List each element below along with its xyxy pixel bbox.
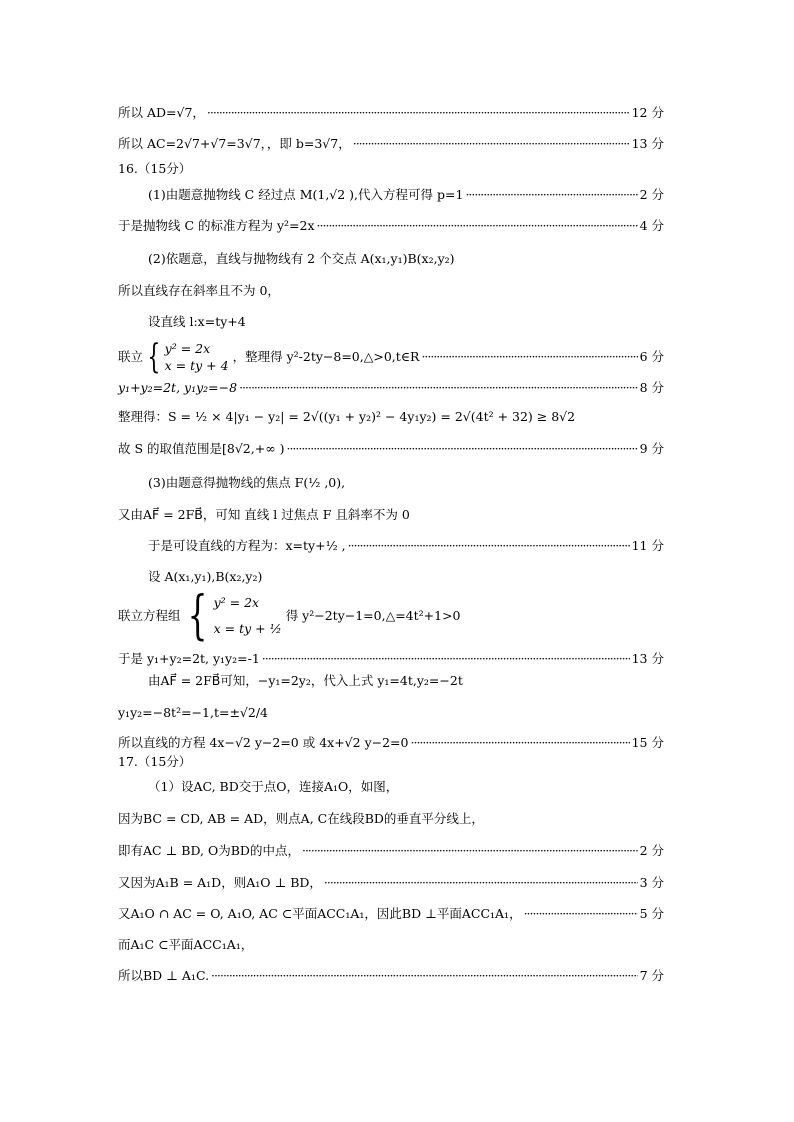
leader-dots <box>211 967 638 985</box>
solution-line: 由AF⃗ = 2FB⃗可知，−y₁=2y₂，代入上式 y₁=4t,y₂=−2t <box>148 673 463 688</box>
leader-dots <box>348 537 630 555</box>
line-text: 于是 y₁+y₂=2t, y₁y₂=-1 <box>118 651 260 666</box>
line-text: ，整理得 y²-2ty−8=0,△>0,t∈R <box>232 349 420 364</box>
score-label: 8 分 <box>639 380 664 395</box>
score-label: 13 分 <box>631 651 664 666</box>
solution-line <box>118 967 664 985</box>
score-label: 2 分 <box>639 843 664 858</box>
area-formula-line: 整理得：S = ½ × 4|y₁ − y₂| = 2√((y₁ + y₂)² − 4y₁y₂) = 2√(4t² + 32) ≥ 8√2 <box>118 409 576 424</box>
solution-line: 又由AF⃗ = 2FB⃗，可知 直线 l 过焦点 F 且斜率不为 0 <box>118 507 410 522</box>
score-label: 2 分 <box>639 187 664 202</box>
equation-row: y² = 2x <box>164 341 211 356</box>
score-label: 4 分 <box>639 218 664 233</box>
line-text: 所以 AD=√7， <box>118 105 205 120</box>
brace-icon: { <box>187 586 207 646</box>
leader-dots <box>317 217 638 235</box>
solution-line <box>148 537 664 555</box>
equation-system <box>181 586 282 646</box>
solution-line: （1）设AC, BD交于点O，连接A₁O，如图， <box>148 779 399 794</box>
score-label: 6 分 <box>639 349 664 364</box>
solution-line <box>118 217 664 235</box>
solution-line: 所以直线存在斜率且不为 0， <box>118 283 280 298</box>
solution-line <box>118 135 664 153</box>
leader-dots <box>421 348 637 366</box>
line-text: 得 y²−2ty−1=0,△=4t²+1>0 <box>285 608 461 623</box>
score-label: 13 分 <box>631 136 664 151</box>
system-equation-line <box>118 588 461 644</box>
leader-dots <box>524 905 638 923</box>
equation-system <box>143 337 229 377</box>
line-text: 所以直线的方程 4x−√2 y−2=0 或 4x+√2 y−2=0 <box>118 735 409 750</box>
leader-dots <box>411 734 630 752</box>
solution-line <box>118 842 664 860</box>
line-text: 又因为A₁B = A₁D，则A₁O ⊥ BD， <box>118 875 322 890</box>
solution-line: 设直线 l:x=ty+4 <box>148 314 246 329</box>
system-equation-line <box>118 337 664 377</box>
equation-row: x = ty + ½ <box>213 621 282 636</box>
solution-line: 而A₁C ⊂平面ACC₁A₁， <box>118 937 254 952</box>
score-label: 9 分 <box>639 441 664 456</box>
solution-line <box>118 905 664 923</box>
line-text: 联立 <box>118 349 144 364</box>
leader-dots <box>262 650 630 668</box>
score-label: 12 分 <box>631 105 664 120</box>
score-label: 15 分 <box>631 735 664 750</box>
leader-dots <box>239 379 638 397</box>
brace-icon: { <box>147 337 161 377</box>
solution-line <box>118 379 664 397</box>
line-text: 又A₁O ∩ AC = O, A₁O, AC ⊂平面ACC₁A₁，因此BD ⊥平面ACC₁A₁， <box>118 906 522 921</box>
line-text: 所以BD ⊥ A₁C. <box>118 968 210 983</box>
score-label: 11 分 <box>631 538 664 553</box>
equation-row: y² = 2x <box>213 595 260 610</box>
solution-line: y₁y₂=−8t²=−1,t=±√2/4 <box>118 705 269 720</box>
solution-line: (3)由题意得抛物线的焦点 F(½ ,0), <box>148 475 346 490</box>
line-text: 所以 AC=2√7+√7=3√7，，即 b=3√7， <box>118 136 351 151</box>
solution-line: (2)依题意，直线与抛物线有 2 个交点 A(x₁,y₁)B(x₂,y₂) <box>148 251 455 266</box>
score-label: 7 分 <box>639 968 664 983</box>
solution-line <box>118 104 664 122</box>
question-header-16: 16.（15分） <box>118 161 192 176</box>
solution-line <box>118 874 664 892</box>
line-text: 即有AC ⊥ BD, O为BD的中点， <box>118 843 300 858</box>
line-text: 故 S 的取值范围是[8√2,+∞ ) <box>118 441 285 456</box>
score-label: 3 分 <box>639 875 664 890</box>
question-header-17: 17.（15分） <box>118 754 192 769</box>
leader-dots <box>353 135 630 153</box>
line-text: 于是可设直线的方程为：x=ty+½ , <box>148 538 346 553</box>
line-text: 于是抛物线 C 的标准方程为 y²=2x <box>118 218 315 233</box>
score-label: 5 分 <box>639 906 664 921</box>
leader-dots <box>465 186 637 204</box>
solution-line: 设 A(x₁,y₁),B(x₂,y₂) <box>148 569 263 584</box>
line-text: 联立方程组 <box>118 608 181 623</box>
equation-row: x = ty + 4 <box>164 358 229 373</box>
solution-line: 因为BC = CD, AB = AD，则点A, C在线段BD的垂直平分线上， <box>118 811 484 826</box>
line-text: y₁+y₂=2t, y₁y₂=−8 <box>118 380 238 395</box>
leader-dots <box>286 440 637 458</box>
leader-dots <box>302 842 638 860</box>
solution-line <box>148 186 664 204</box>
solution-line <box>118 734 664 752</box>
leader-dots <box>207 104 630 122</box>
solution-line <box>118 650 664 668</box>
leader-dots <box>324 874 638 892</box>
line-text: (1)由题意抛物线 C 经过点 M(1,√2 ),代入方程可得 p=1 <box>148 187 464 202</box>
solution-line <box>118 440 664 458</box>
